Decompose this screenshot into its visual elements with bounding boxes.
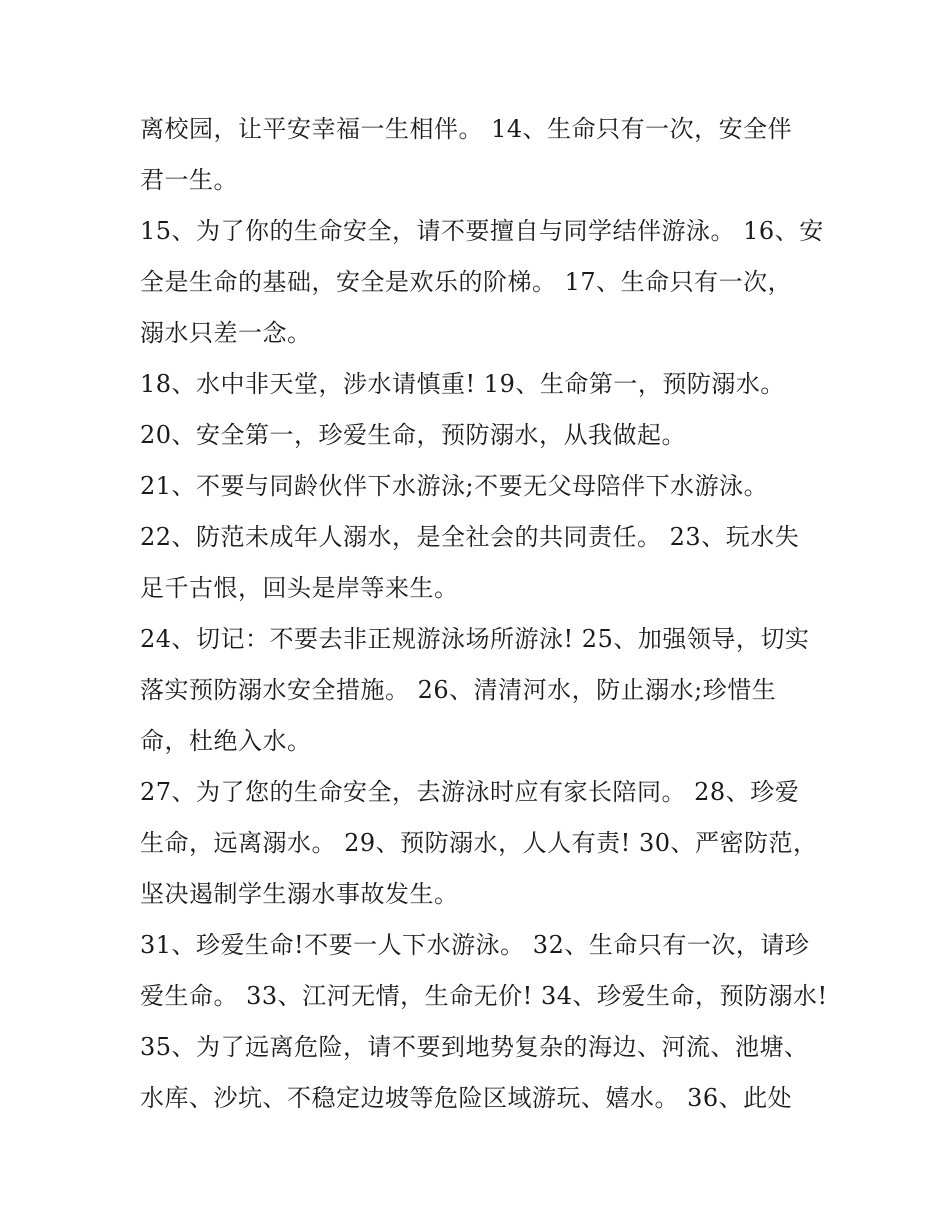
text-line: 31、珍爱生命!不要一人下水游泳。 32、生命只有一次，请珍	[140, 931, 810, 959]
text-line: 27、为了您的生命安全，去游泳时应有家长陪同。 28、珍爱	[140, 778, 800, 806]
text-line: 足千古恨，回头是岸等来生。	[140, 574, 459, 602]
text-line: 落实预防溺水安全措施。 26、清清河水，防止溺水;珍惜生	[140, 676, 777, 704]
text-line: 全是生命的基础，安全是欢乐的阶梯。 17、生命只有一次，	[140, 268, 793, 296]
text-line: 24、切记：不要去非正规游泳场所游泳! 25、加强领导，切实	[140, 625, 810, 653]
text-line: 18、水中非天堂，涉水请慎重! 19、生命第一，预防溺水。	[140, 370, 785, 398]
text-line: 15、为了你的生命安全，请不要擅自与同学结伴游泳。 16、安	[140, 217, 824, 245]
text-line: 21、不要与同龄伙伴下水游泳;不要无父母陪伴下水游泳。	[140, 472, 769, 500]
text-line: 生命，远离溺水。 29、预防溺水，人人有责! 30、严密防范，	[140, 829, 818, 857]
body-text	[140, 104, 840, 1124]
text-line: 坚决遏制学生溺水事故发生。	[140, 880, 459, 908]
text-line: 君一生。	[140, 166, 238, 194]
text-line: 水库、沙坑、不稳定边坡等危险区域游玩、嬉水。 36、此处	[140, 1084, 793, 1112]
text-line: 命，杜绝入水。	[140, 727, 312, 755]
text-line: 22、防范未成年人溺水，是全社会的共同责任。 23、玩水失	[140, 523, 800, 551]
text-line: 离校园，让平安幸福一生相伴。 14、生命只有一次，安全伴	[140, 115, 793, 143]
text-line: 溺水只差一念。	[140, 319, 312, 347]
text-line: 20、安全第一，珍爱生命，预防溺水，从我做起。	[140, 421, 687, 449]
text-line: 35、为了远离危险，请不要到地势复杂的海边、河流、池塘、	[140, 1033, 809, 1061]
text-line: 爱生命。 33、江河无情，生命无价! 34、珍爱生命，预防溺水!	[140, 982, 828, 1010]
